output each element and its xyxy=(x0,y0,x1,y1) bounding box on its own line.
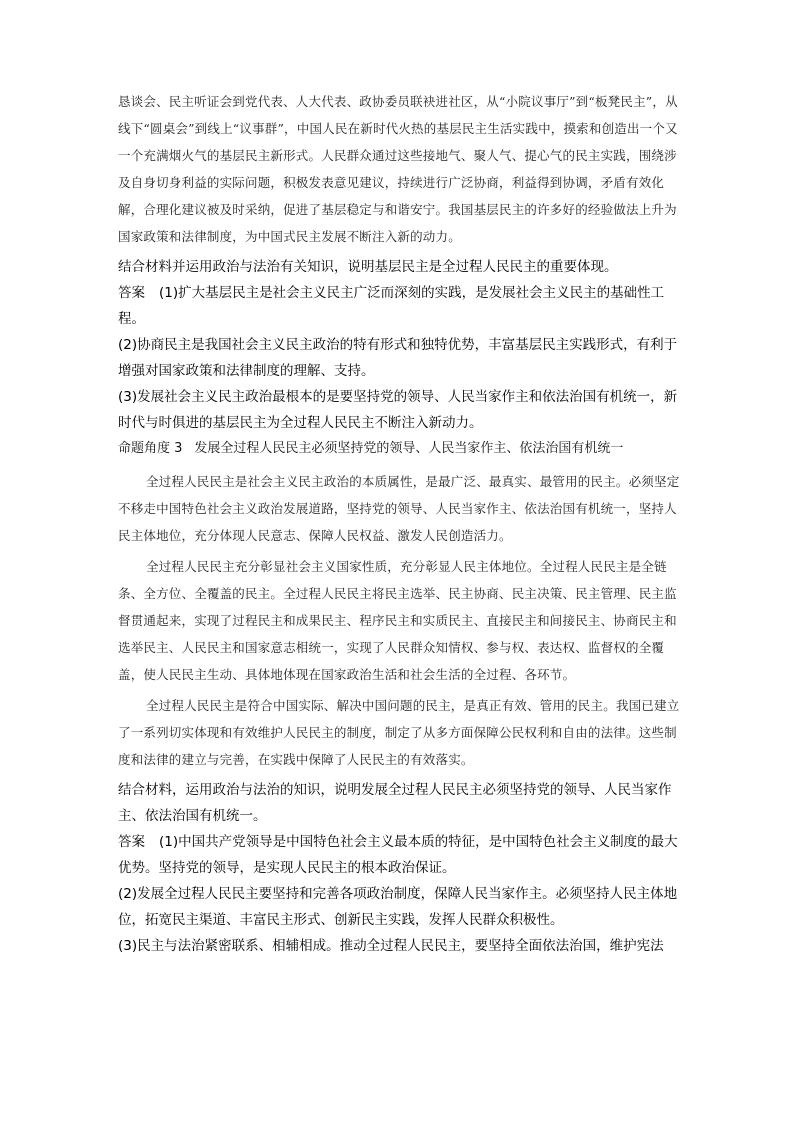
answer-item: (2)协商民主是我国社会主义民主政治的特有形式和独特优势，丰富基层民主实践形式，有利于增强对国家政策和法律制度的理解、支持。 xyxy=(118,337,678,379)
answer-item: (3)发展社会主义民主政治最根本的是要坚持党的领导、人民当家作主和依法治国有机统一，新时代与时俱进的基层民主为全过程人民民主不断注入新动力。 xyxy=(118,389,678,431)
answer-label: 答案 xyxy=(118,285,145,301)
material-paragraph: 全过程人民民主是符合中国实际、解决中国问题的民主，是真正有效、管用的民主。我国已建立了一系列切实体现和有效维护人民民主的制度，制定了从多方面保障公民权利和自由的法律。这些制度和法律的建立与完善，在实践中保障了人民民主的有效落实。 xyxy=(118,698,680,767)
question-text: 结合材料，运用政治与法治的知识，说明发展全过程人民民主必须坚持党的领导、人民当家作主、依法治国有机统一。 xyxy=(118,782,672,824)
answer-item xyxy=(118,829,681,881)
document-page xyxy=(118,88,681,959)
answer-item: (3)民主与法治紧密联系、相辅相成。推动全过程人民民主，要坚持全面依法治国，维护宪法 xyxy=(118,938,664,954)
section-label: 命题角度 3 xyxy=(118,441,183,456)
section-title: 发展全过程人民民主必须坚持党的领导、人民当家作主、依法治国有机统一 xyxy=(194,441,624,456)
section-heading xyxy=(118,436,681,462)
material-paragraph: 恳谈会、民主听证会到党代表、人大代表、政协委员联袂进社区，从“小院议事厅”到“板凳民主”，从线下“圆桌会”到线上“议事群”，中国人民在新时代火热的基层民主生活实践中，摸索和创造出一个又一个充满烟火气的基层民主新形式。人民群众通过这些接地气、聚人气、提心气的民主实践，围绕涉及自身切身利益的实际问题，积极发表意见建议，持续进行广泛协商，利益得到协调，矛盾有效化解，合理化建议被及时采纳，促进了基层稳定与和谐安宁。我国基层民主的许多好的经验做法上升为国家政策和法律制度，为中国式民主发展不断注入新的动力。 xyxy=(118,94,678,244)
answer-item: (2)发展全过程人民民主要坚持和完善各项政治制度，保障人民当家作主。必须坚持人民主体地位，拓宽民主渠道、丰富民主形式、创新民主实践，发挥人民群众积极性。 xyxy=(118,886,678,928)
material-paragraph: 全过程人民民主是社会主义民主政治的本质属性，是最广泛、最真实、最管用的民主。必须坚定不移走中国特色社会主义政治发展道路，坚持党的领导、人民当家作主、依法治国有机统一，坚持人民主体地位，充分体现人民意志、保障人民权益、激发人民创造活力。 xyxy=(118,474,680,543)
material-paragraph: 全过程人民民主充分彰显社会主义国家性质，充分彰显人民主体地位。全过程人民民主是全链条、全方位、全覆盖的民主。全过程人民民主将民主选举、民主协商、民主决策、民主管理、民主监督贯通起来，实现了过程民主和成果民主、程序民主和实质民主、直接民主和间接民主、协商民主和选举民主、人民民主和国家意志相统一，实现了人民群众知情权、参与权、表达权、监督权的全覆盖，使人民民主生动、具体地体现在国家政治生活和社会生活的全过程、各环节。 xyxy=(118,559,677,682)
question-text: 结合材料并运用政治与法治有关知识，说明基层民主是全过程人民民主的重要体现。 xyxy=(118,259,618,275)
answer-label: 答案 xyxy=(118,834,145,850)
answer-item xyxy=(118,280,681,332)
answer-text: (1)扩大基层民主是社会主义民主广泛而深刻的实践，是发展社会主义民主的基础性工程。 xyxy=(118,285,665,327)
answer-text: (1)中国共产党领导是中国特色社会主义最本质的特征，是中国特色社会主义制度的最大优势。坚持党的领导，是实现人民民主的根本政治保证。 xyxy=(118,834,678,876)
